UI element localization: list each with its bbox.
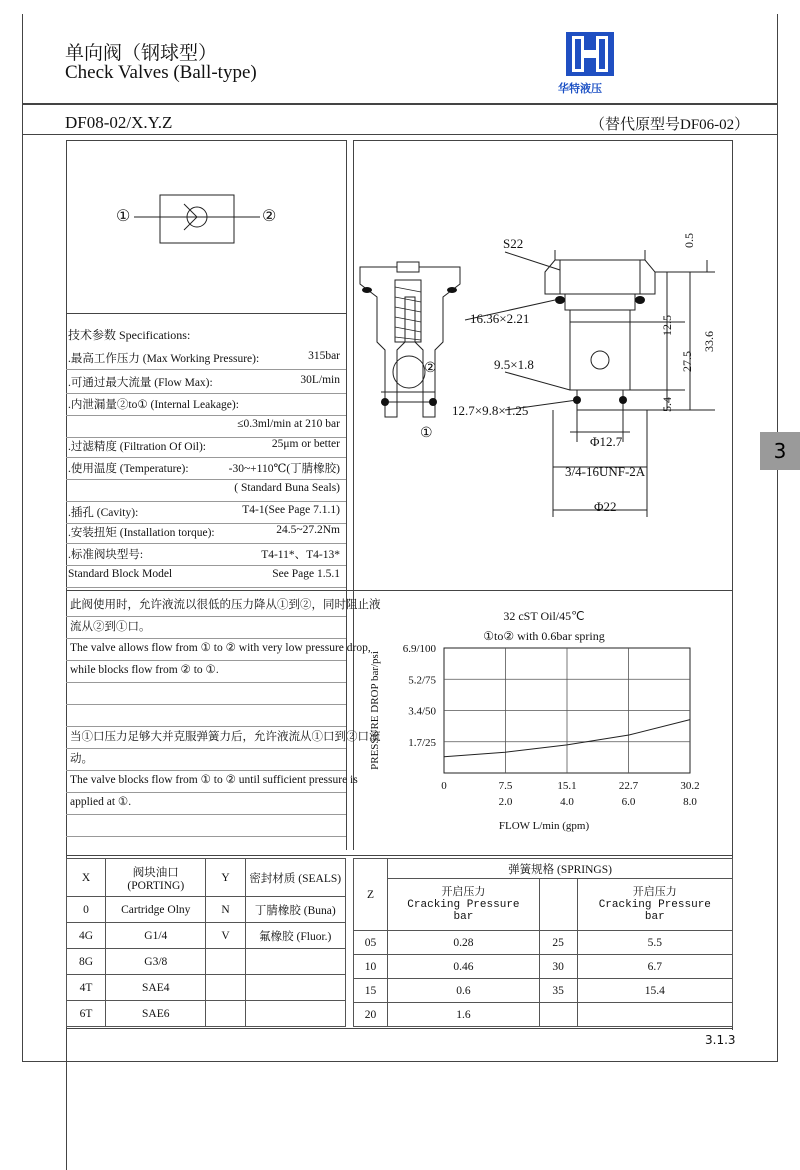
- description-divider: [66, 748, 346, 749]
- x-tick-label-gpm: 4.0: [560, 796, 574, 808]
- porting-cell: 8G: [67, 949, 106, 975]
- description-line: The valve allows flow from ① to ② with very low pressure drop,: [70, 642, 371, 654]
- symbol-port-2: ②: [262, 208, 277, 225]
- table-row: [67, 949, 346, 975]
- spring-cell: 35: [539, 979, 577, 1003]
- description-divider: [66, 638, 346, 639]
- table-row: [354, 955, 733, 979]
- spec-label: .插孔 (Cavity):: [68, 507, 139, 519]
- description-divider: [66, 726, 346, 727]
- page-number: 3.1.3: [705, 1033, 736, 1047]
- spring-cell: 0.6: [388, 979, 540, 1003]
- spring-cell: 15: [354, 979, 388, 1003]
- porting-cell: [206, 949, 245, 975]
- spring-title: 弹簧规格 (SPRINGS): [388, 859, 733, 879]
- porting-cell: G3/8: [106, 949, 206, 975]
- spec-value: See Page 1.5.1: [272, 568, 340, 580]
- y-tick-label: 1.7/25: [408, 736, 436, 749]
- title-cn: 单向阀（钢球型）: [65, 43, 218, 64]
- y-axis-label: PRESSURE DROP bar/psi: [369, 651, 381, 770]
- spec-value: -30~+110℃(丁腈橡胶): [228, 463, 340, 475]
- dim-oring-2: 9.5×1.8: [494, 357, 534, 372]
- dim-h4: 33.6: [702, 331, 716, 352]
- spring-cell: 0.28: [388, 931, 540, 955]
- porting-cell: G1/4: [106, 923, 206, 949]
- description-line: 流从②到①口。: [70, 621, 151, 633]
- cracking-pressure-header-line: Cracking Pressure: [407, 898, 520, 911]
- table-row: [67, 975, 346, 1001]
- dwg-port-1: ①: [420, 426, 433, 441]
- spec-value: 30L/min: [300, 374, 340, 386]
- dim-h1: 0.5: [682, 233, 696, 248]
- porting-header-cell: Y: [206, 859, 245, 897]
- x-tick-label-gpm: 8.0: [683, 796, 697, 808]
- bottom-rule: [66, 855, 733, 856]
- cracking-pressure-header-line: 开启压力: [441, 886, 486, 899]
- spec-label: .使用温度 (Temperature):: [68, 463, 189, 475]
- description-divider: [66, 836, 346, 837]
- description-divider: [66, 682, 346, 683]
- chart-title: 32 cST Oil/45℃: [503, 609, 585, 623]
- bottom-box-rule: [66, 1028, 733, 1029]
- title-en: Check Valves (Ball-type): [65, 62, 257, 83]
- porting-cell: [206, 975, 245, 1001]
- box-divider: [346, 140, 347, 590]
- spec-divider: [66, 415, 346, 416]
- spec-value: T4-11*、T4-13*: [261, 549, 340, 561]
- description-divider: [66, 792, 346, 793]
- dim-diameter-2: Φ22: [594, 499, 617, 514]
- spec-label: .安装扭矩 (Installation torque):: [68, 527, 215, 539]
- spec-value: 24.5~27.2Nm: [276, 524, 340, 536]
- description-line: while blocks flow from ② to ①.: [70, 664, 219, 676]
- spring-cell: 0.46: [388, 955, 540, 979]
- table-row: [67, 897, 346, 923]
- dim-oring-3: 12.7×9.8×1.25: [452, 403, 529, 418]
- symbol-rule: [66, 313, 346, 314]
- cartridge-drawing: [355, 232, 730, 522]
- section-tab: 3: [760, 432, 800, 470]
- spec-value: 315bar: [308, 350, 340, 362]
- description-line: applied at ①.: [70, 796, 132, 808]
- spec-divider: [66, 457, 346, 458]
- description-divider: [66, 616, 346, 617]
- replaces-model: （替代原型号DF06-02）: [590, 117, 750, 133]
- table-row: [354, 1003, 733, 1027]
- header-rule: [22, 103, 778, 105]
- cracking-pressure-header-line: Cracking Pressure: [598, 898, 711, 911]
- spring-cell: [539, 1003, 577, 1027]
- porting-cell: 4T: [67, 975, 106, 1001]
- spec-divider: [66, 501, 346, 502]
- mid-rule: [66, 590, 733, 591]
- spec-label: .可通过最大流量 (Flow Max):: [68, 377, 213, 389]
- description-divider: [66, 660, 346, 661]
- dim-thread: 3/4-16UNF-2A: [565, 464, 646, 479]
- company-name: 华特液压: [558, 82, 602, 95]
- spring-cell: 25: [539, 931, 577, 955]
- cracking-pressure-header-line: bar: [644, 910, 665, 923]
- cracking-pressure-header-line: 开启压力: [632, 886, 677, 899]
- x-tick-label: 30.2: [680, 780, 700, 792]
- y-tick-label: 6.9/100: [402, 643, 436, 655]
- description-divider: [66, 770, 346, 771]
- porting-cell: SAE4: [106, 975, 206, 1001]
- table-row: [67, 1001, 346, 1027]
- spec-label: .过滤精度 (Filtration Of Oil):: [68, 441, 206, 453]
- spec-value: ( Standard Buna Seals): [234, 482, 340, 494]
- spec-value: 25μm or better: [271, 438, 340, 450]
- spec-divider: [66, 565, 346, 566]
- mid-divider-2: [353, 590, 354, 850]
- description-divider: [66, 704, 346, 705]
- spring-cell: [577, 1003, 732, 1027]
- x-tick-label-gpm: 6.0: [621, 796, 636, 808]
- x-tick-label: 15.1: [557, 780, 577, 792]
- cracking-pressure-header-line: bar: [453, 910, 474, 923]
- spec-divider: [66, 479, 346, 480]
- porting-cell: V: [206, 923, 245, 949]
- box-top: [66, 140, 346, 141]
- porting-cell: 4G: [67, 923, 106, 949]
- description-line: 动。: [70, 753, 93, 765]
- porting-cell: N: [206, 897, 245, 923]
- description-line: The valve blocks flow from ① to ② until sufficient pressure is: [70, 774, 358, 786]
- table-row: [354, 979, 733, 1003]
- spec-label: Standard Block Model: [68, 568, 173, 580]
- cracking-pressure-header: [577, 879, 732, 931]
- spring-z2-header: [539, 879, 577, 931]
- dim-h3: 27.5: [680, 351, 694, 372]
- porting-cell: 氟橡胶 (Fluor.): [245, 923, 345, 949]
- specs-heading: 技术参数 Specifications:: [68, 328, 191, 342]
- spec-value: T4-1(See Page 7.1.1): [242, 504, 340, 516]
- porting-header-cell: 阀块油口 (PORTING): [106, 859, 206, 897]
- porting-cell: 0: [67, 897, 106, 923]
- spring-cell: 15.4: [577, 979, 732, 1003]
- company-logo: [566, 32, 614, 76]
- porting-cell: Cartridge Olny: [106, 897, 206, 923]
- description-line: 此阀使用时，允许液流以很低的压力降从①到②，同时阻止液: [70, 599, 381, 611]
- mid-divider: [346, 590, 347, 850]
- porting-cell: [245, 1001, 345, 1027]
- spring-cell: 6.7: [577, 955, 732, 979]
- x-tick-label-gpm: 2.0: [498, 796, 513, 808]
- model-rule: [22, 134, 778, 135]
- porting-cell: [245, 949, 345, 975]
- box-top-right: [353, 140, 733, 141]
- porting-cell: 6T: [67, 1001, 106, 1027]
- x-tick-label: 22.7: [618, 780, 639, 792]
- porting-cell: 丁腈橡胶 (Buna): [245, 897, 345, 923]
- spring-cell: 30: [539, 955, 577, 979]
- dim-diameter-1: Φ12.7: [590, 434, 623, 449]
- description-line: 当①口压力足够大并克服弹簧力后，允许液流从①口到②口流: [70, 731, 381, 743]
- dim-oring-1: 16.36×2.21: [470, 311, 530, 326]
- spec-label: .标准阀块型号:: [68, 549, 144, 561]
- spec-value: ≤0.3ml/min at 210 bar: [237, 418, 340, 430]
- symbol-port-1: ①: [116, 208, 131, 225]
- cracking-pressure-header: [388, 879, 540, 931]
- dim-h5: 5.4: [660, 397, 674, 412]
- springs-table: [353, 858, 733, 1027]
- spring-cell: 10: [354, 955, 388, 979]
- dwg-port-2: ②: [424, 361, 437, 376]
- x-tick-label: 0: [441, 780, 447, 792]
- spring-cell: 1.6: [388, 1003, 540, 1027]
- y-tick-label: 3.4/50: [408, 705, 436, 718]
- y-tick-label: 5.2/75: [408, 674, 436, 687]
- spec-label: .内泄漏量②to① (Internal Leakage):: [68, 399, 239, 411]
- spec-divider: [66, 543, 346, 544]
- table-row: [67, 923, 346, 949]
- spec-label: .最高工作压力 (Max Working Pressure):: [68, 353, 260, 365]
- table-row: [354, 931, 733, 955]
- porting-header-cell: 密封材质 (SEALS): [245, 859, 345, 897]
- chart-subtitle: ①to② with 0.6bar spring: [483, 629, 605, 643]
- spring-cell: 20: [354, 1003, 388, 1027]
- porting-cell: [245, 975, 345, 1001]
- spring-z-header: Z: [354, 859, 388, 931]
- x-tick-label: 7.5: [498, 780, 513, 792]
- box-divider-2: [353, 140, 354, 590]
- model-number: DF08-02/X.Y.Z: [65, 113, 173, 132]
- porting-cell: SAE6: [106, 1001, 206, 1027]
- description-divider: [66, 814, 346, 815]
- porting-table: [66, 858, 346, 1027]
- spec-divider: [66, 587, 346, 588]
- spring-cell: 5.5: [577, 931, 732, 955]
- pressure-drop-chart: [356, 600, 730, 850]
- porting-cell: [206, 1001, 245, 1027]
- spring-cell: 05: [354, 931, 388, 955]
- porting-header-cell: X: [67, 859, 106, 897]
- spec-divider: [66, 369, 346, 370]
- x-axis-label: FLOW L/min (gpm): [498, 820, 590, 832]
- spec-divider: [66, 393, 346, 394]
- dim-hex: S22: [503, 236, 524, 251]
- dim-h2: 12.5: [660, 315, 674, 336]
